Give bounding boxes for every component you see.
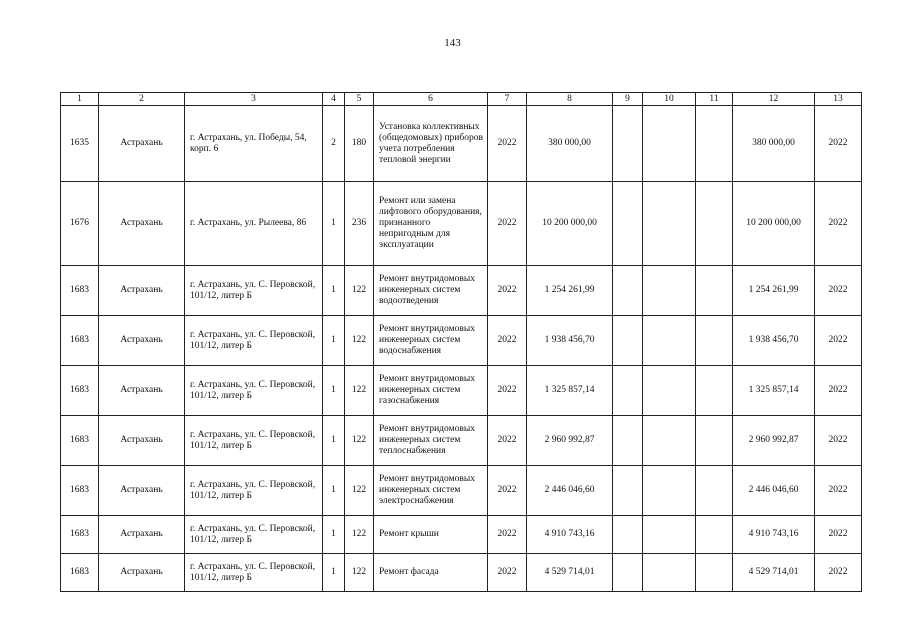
empty-cell: [613, 316, 643, 366]
work-type-cell: Ремонт внутридомовых инженерных систем электроснабжения: [374, 466, 488, 516]
empty-cell: [696, 106, 733, 182]
table-row: [61, 466, 862, 516]
address-cell: г. Астрахань, ул. С. Перовской, 101/12, литер Б: [185, 266, 323, 316]
empty-cell: [613, 416, 643, 466]
floors-cell: 2: [323, 106, 345, 182]
header-cell: 6: [374, 93, 488, 106]
city-cell: Астрахань: [99, 106, 185, 182]
city-cell: Астрахань: [99, 416, 185, 466]
address-cell: г. Астрахань, ул. Рылеева, 86: [185, 182, 323, 266]
address-cell: г. Астрахань, ул. С. Перовской, 101/12, литер Б: [185, 366, 323, 416]
empty-cell: [696, 316, 733, 366]
header-cell: 8: [527, 93, 613, 106]
cost-cell: 1 938 456,70: [527, 316, 613, 366]
work-type-cell: Установка коллективных (общедомовых) приборов учета потребления тепловой энергии: [374, 106, 488, 182]
cost-cell: 2 446 046,60: [527, 466, 613, 516]
city-cell: Астрахань: [99, 554, 185, 592]
header-cell: 11: [696, 93, 733, 106]
apartments-cell: 122: [345, 466, 374, 516]
city-cell: Астрахань: [99, 316, 185, 366]
end-year-cell: 2022: [815, 316, 862, 366]
year-cell: 2022: [488, 366, 527, 416]
header-cell: 4: [323, 93, 345, 106]
row-number-cell: 1676: [61, 182, 99, 266]
empty-cell: [643, 366, 696, 416]
empty-cell: [643, 516, 696, 554]
row-number-cell: 1683: [61, 416, 99, 466]
year-cell: 2022: [488, 106, 527, 182]
work-type-cell: Ремонт крыши: [374, 516, 488, 554]
empty-cell: [696, 466, 733, 516]
city-cell: Астрахань: [99, 466, 185, 516]
table-row: [61, 182, 862, 266]
total-cost-cell: 1 254 261,99: [733, 266, 815, 316]
empty-cell: [643, 266, 696, 316]
apartments-cell: 236: [345, 182, 374, 266]
end-year-cell: 2022: [815, 182, 862, 266]
total-cost-cell: 10 200 000,00: [733, 182, 815, 266]
empty-cell: [696, 554, 733, 592]
address-cell: г. Астрахань, ул. С. Перовской, 101/12, литер Б: [185, 554, 323, 592]
floors-cell: 1: [323, 516, 345, 554]
floors-cell: 1: [323, 466, 345, 516]
floors-cell: 1: [323, 266, 345, 316]
empty-cell: [613, 366, 643, 416]
table-row: [61, 266, 862, 316]
empty-cell: [696, 182, 733, 266]
empty-cell: [696, 266, 733, 316]
empty-cell: [643, 316, 696, 366]
work-type-cell: Ремонт фасада: [374, 554, 488, 592]
header-cell: 9: [613, 93, 643, 106]
header-cell: 3: [185, 93, 323, 106]
table-row: [61, 366, 862, 416]
end-year-cell: 2022: [815, 266, 862, 316]
empty-cell: [613, 466, 643, 516]
apartments-cell: 122: [345, 554, 374, 592]
empty-cell: [643, 466, 696, 516]
cost-cell: 380 000,00: [527, 106, 613, 182]
work-type-cell: Ремонт внутридомовых инженерных систем теплоснабжения: [374, 416, 488, 466]
header-cell: 12: [733, 93, 815, 106]
cost-cell: 1 325 857,14: [527, 366, 613, 416]
year-cell: 2022: [488, 516, 527, 554]
empty-cell: [613, 516, 643, 554]
table-body: [61, 106, 862, 592]
row-number-cell: 1683: [61, 554, 99, 592]
work-type-cell: Ремонт или замена лифтового оборудования, признанного непригодным для эксплуатации: [374, 182, 488, 266]
header-cell: 1: [61, 93, 99, 106]
header-cell: 5: [345, 93, 374, 106]
end-year-cell: 2022: [815, 366, 862, 416]
empty-cell: [696, 516, 733, 554]
total-cost-cell: 1 325 857,14: [733, 366, 815, 416]
city-cell: Астрахань: [99, 516, 185, 554]
table-row: [61, 516, 862, 554]
apartments-cell: 122: [345, 416, 374, 466]
empty-cell: [696, 366, 733, 416]
row-number-cell: 1683: [61, 516, 99, 554]
table-row: [61, 554, 862, 592]
empty-cell: [643, 416, 696, 466]
year-cell: 2022: [488, 182, 527, 266]
header-cell: 13: [815, 93, 862, 106]
header-cell: 10: [643, 93, 696, 106]
empty-cell: [613, 266, 643, 316]
total-cost-cell: 2 960 992,87: [733, 416, 815, 466]
city-cell: Астрахань: [99, 366, 185, 416]
total-cost-cell: 1 938 456,70: [733, 316, 815, 366]
row-number-cell: 1683: [61, 466, 99, 516]
empty-cell: [643, 182, 696, 266]
end-year-cell: 2022: [815, 416, 862, 466]
apartments-cell: 122: [345, 366, 374, 416]
empty-cell: [696, 416, 733, 466]
total-cost-cell: 2 446 046,60: [733, 466, 815, 516]
row-number-cell: 1683: [61, 316, 99, 366]
work-type-cell: Ремонт внутридомовых инженерных систем водоотведения: [374, 266, 488, 316]
cost-cell: 2 960 992,87: [527, 416, 613, 466]
apartments-cell: 122: [345, 266, 374, 316]
apartments-cell: 180: [345, 106, 374, 182]
floors-cell: 1: [323, 182, 345, 266]
year-cell: 2022: [488, 416, 527, 466]
city-cell: Астрахань: [99, 266, 185, 316]
apartments-cell: 122: [345, 516, 374, 554]
work-type-cell: Ремонт внутридомовых инженерных систем газоснабжения: [374, 366, 488, 416]
page-number: 143: [444, 37, 461, 49]
total-cost-cell: 4 910 743,16: [733, 516, 815, 554]
table-row: [61, 316, 862, 366]
row-number-cell: 1683: [61, 266, 99, 316]
cost-cell: 4 910 743,16: [527, 516, 613, 554]
address-cell: г. Астрахань, ул. Победы, 54, корп. 6: [185, 106, 323, 182]
header-cell: 2: [99, 93, 185, 106]
address-cell: г. Астрахань, ул. С. Перовской, 101/12, литер Б: [185, 466, 323, 516]
table-row: [61, 106, 862, 182]
address-cell: г. Астрахань, ул. С. Перовской, 101/12, литер Б: [185, 516, 323, 554]
year-cell: 2022: [488, 554, 527, 592]
floors-cell: 1: [323, 366, 345, 416]
total-cost-cell: 380 000,00: [733, 106, 815, 182]
header-row: [61, 93, 862, 106]
row-number-cell: 1683: [61, 366, 99, 416]
cost-cell: 10 200 000,00: [527, 182, 613, 266]
table-row: [61, 416, 862, 466]
total-cost-cell: 4 529 714,01: [733, 554, 815, 592]
address-cell: г. Астрахань, ул. С. Перовской, 101/12, литер Б: [185, 416, 323, 466]
address-cell: г. Астрахань, ул. С. Перовской, 101/12, литер Б: [185, 316, 323, 366]
floors-cell: 1: [323, 554, 345, 592]
year-cell: 2022: [488, 316, 527, 366]
header-cell: 7: [488, 93, 527, 106]
work-type-cell: Ремонт внутридомовых инженерных систем водоснабжения: [374, 316, 488, 366]
empty-cell: [613, 106, 643, 182]
year-cell: 2022: [488, 266, 527, 316]
end-year-cell: 2022: [815, 516, 862, 554]
empty-cell: [643, 554, 696, 592]
works-table: [60, 92, 862, 592]
cost-cell: 4 529 714,01: [527, 554, 613, 592]
empty-cell: [613, 182, 643, 266]
empty-cell: [613, 554, 643, 592]
floors-cell: 1: [323, 416, 345, 466]
cost-cell: 1 254 261,99: [527, 266, 613, 316]
apartments-cell: 122: [345, 316, 374, 366]
end-year-cell: 2022: [815, 554, 862, 592]
floors-cell: 1: [323, 316, 345, 366]
city-cell: Астрахань: [99, 182, 185, 266]
end-year-cell: 2022: [815, 466, 862, 516]
empty-cell: [643, 106, 696, 182]
row-number-cell: 1635: [61, 106, 99, 182]
year-cell: 2022: [488, 466, 527, 516]
end-year-cell: 2022: [815, 106, 862, 182]
